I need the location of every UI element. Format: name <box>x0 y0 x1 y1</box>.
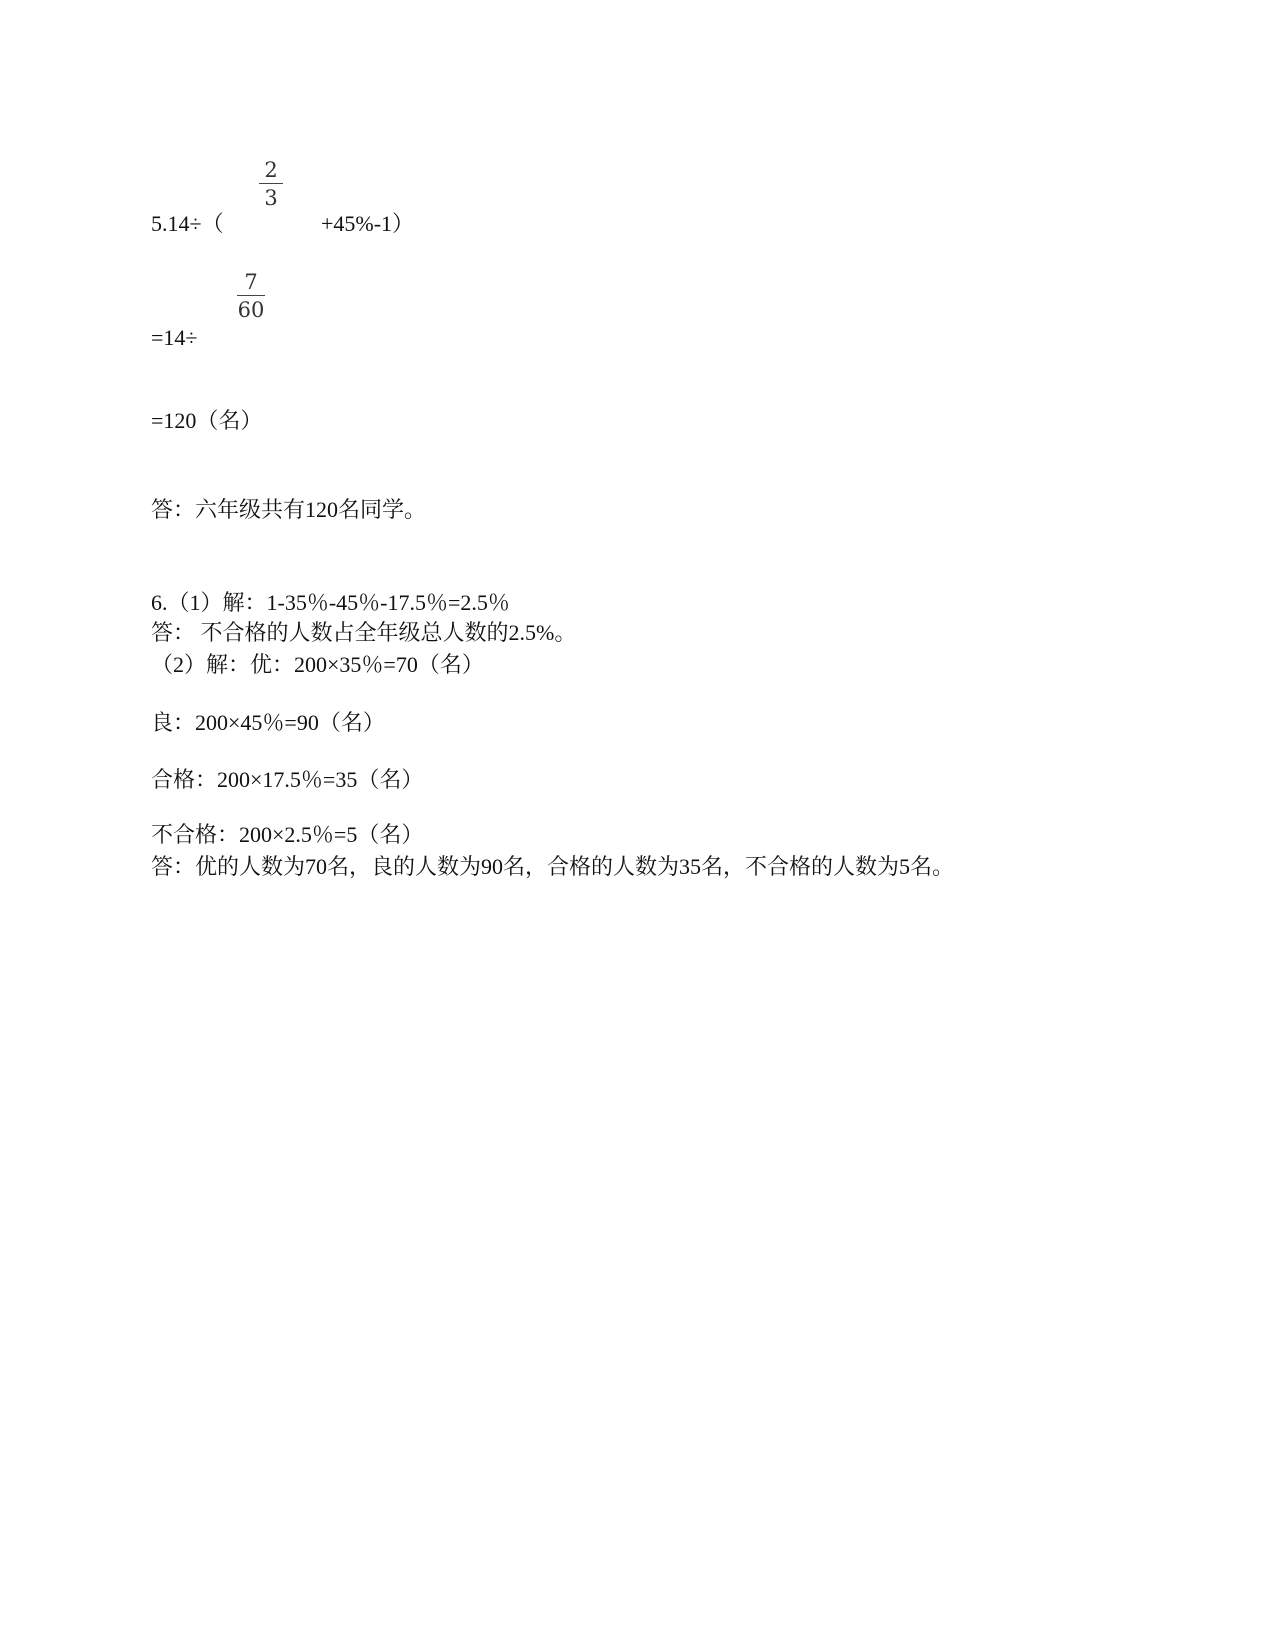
q5-step3: =120（名） <box>151 408 263 433</box>
q5-step2: =14÷ <box>151 325 198 350</box>
fraction-denominator: 60 <box>237 298 265 322</box>
fraction-bar <box>259 183 283 184</box>
q6-part2-pass: 合格：200×17.5％=35（名） <box>151 767 424 792</box>
q6-part2-good: 良：200×45％=90（名） <box>151 710 385 735</box>
q6-part2-answer: 答：优的人数为70名，良的人数为90名，合格的人数为35名，不合格的人数为5名。 <box>151 854 955 879</box>
fraction-numerator: 2 <box>264 158 278 182</box>
q6-part1-answer: 答： 不合格的人数占全年级总人数的2.5%。 <box>151 620 577 645</box>
q6-part1-solution: 6.（1）解：1-35％-45％-17.5％=2.5％ <box>151 590 510 615</box>
fraction-two-thirds <box>258 158 284 210</box>
fraction-numerator: 7 <box>244 270 258 294</box>
q6-part2-excellent: （2）解：优：200×35％=70（名） <box>151 652 484 677</box>
q5-step1-prefix: 5.14÷（ <box>151 211 224 236</box>
fraction-seven-sixtieths <box>236 270 266 322</box>
q5-answer: 答：六年级共有120名同学。 <box>151 497 427 522</box>
q5-step1-suffix: +45%-1） <box>321 211 415 236</box>
q6-part2-fail: 不合格：200×2.5％=5（名） <box>151 822 424 847</box>
fraction-bar <box>237 295 265 296</box>
fraction-denominator: 3 <box>264 186 278 210</box>
